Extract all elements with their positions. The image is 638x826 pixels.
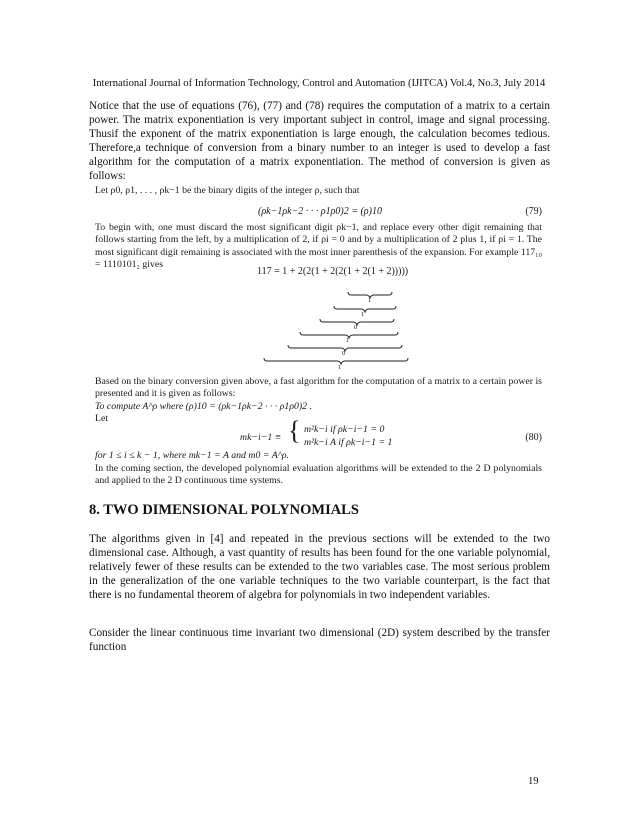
brace-2: [334, 306, 396, 312]
page-number: 19: [528, 776, 539, 787]
equation-80-lhs: mk−i−1 ≡: [240, 432, 282, 443]
begin-paragraph: To begin with, one must discard the most significant digit ρk−1, and replace every other digit remaining that follows starting from the left, by a multiplication of 2, if ρi = 0 and by a multiplication of 2 plus 1, if ρi = 1. The most significant digit remaining is associated with the most inner parenthesis of the expansion. For example 117₁₀ = 1110101₂ gives: [95, 222, 542, 271]
binary-expansion: 117 = 1 + 2(2(1 + 2(2(1 + 2(1 + 2))))): [257, 266, 409, 277]
brace-label: 1: [346, 337, 350, 344]
brace-label: 1: [361, 311, 365, 318]
compute-line: To compute A^ρ where (ρ)10 = (ρk−1ρk−2 · · · ρ1ρ0)2 .: [95, 401, 312, 412]
nested-braces: [250, 280, 410, 370]
brace-label: 0: [342, 350, 346, 357]
intro-paragraph: Notice that the use of equations (76), (77) and (78) requires the computation of a matrix to a certain power. The matrix exponentiation is very important subject in control, image and signal processing. Thusif the exponent of the matrix exponentiation is large enough, the calculation becomes tedious. Therefore,a technique of conversion from a binary number to an integer is used to develop a fast algorithm for the computation of a matrix exponentiation. The method of conversion is given as follows:: [89, 100, 550, 183]
section-paragraph-1: The algorithms given in [4] and repeated in the previous sections will be extended to the two dimensional case. Although, a vast quantity of results has been found for the one variable polynomial, relatively fewer of these results can be extended to the two variables case. The most serious problem in the generalization of the one variable techniques to the two variable counterpart, is the fact that there is no fundamental theorem of algebra for polynomials in two independent variables.: [89, 533, 550, 602]
coming-paragraph: In the coming section, the developed polynomial evaluation algorithms will be extended to the 2 D polynomials and applied to the 2 D continuous time systems.: [95, 463, 542, 487]
equation-80-number: (80): [525, 432, 542, 443]
section-heading: 8. TWO DIMENSIONAL POLYNOMIALS: [89, 502, 359, 518]
equation-79-number: (79): [525, 206, 542, 217]
let-line-2: Let: [95, 413, 109, 424]
brace-label: 1: [368, 297, 372, 304]
equation-80-case-2: m²k−i A if ρk−i−1 = 1: [304, 437, 393, 448]
section-paragraph-2: Consider the linear continuous time invariant two dimensional (2D) system described by the transfer function: [89, 627, 550, 654]
based-paragraph: Based on the binary conversion given above, a fast algorithm for the computation of a matrix to a certain power is presented and it is given as follows:: [95, 376, 542, 400]
for-line: for 1 ≤ i ≤ k − 1, where mk−1 = A and m0 = A^ρ.: [95, 450, 289, 461]
journal-header: International Journal of Information Technology, Control and Automation (IJITCA) Vol.4, No.3, July 2014: [92, 78, 546, 89]
equation-80-case-1: m²k−i if ρk−i−1 = 0: [304, 424, 385, 435]
brace-6: [264, 358, 408, 364]
brace-label: 0: [354, 324, 358, 331]
let-line: Let ρ0, ρ1, . . . , ρk−1 be the binary digits of the integer ρ, such that: [95, 185, 360, 196]
equation-80-brace: {: [288, 416, 301, 445]
brace-label: 1: [338, 364, 342, 370]
equation-79: (ρk−1ρk−2 · · · ρ1ρ0)2 = (ρ)10: [258, 206, 382, 217]
